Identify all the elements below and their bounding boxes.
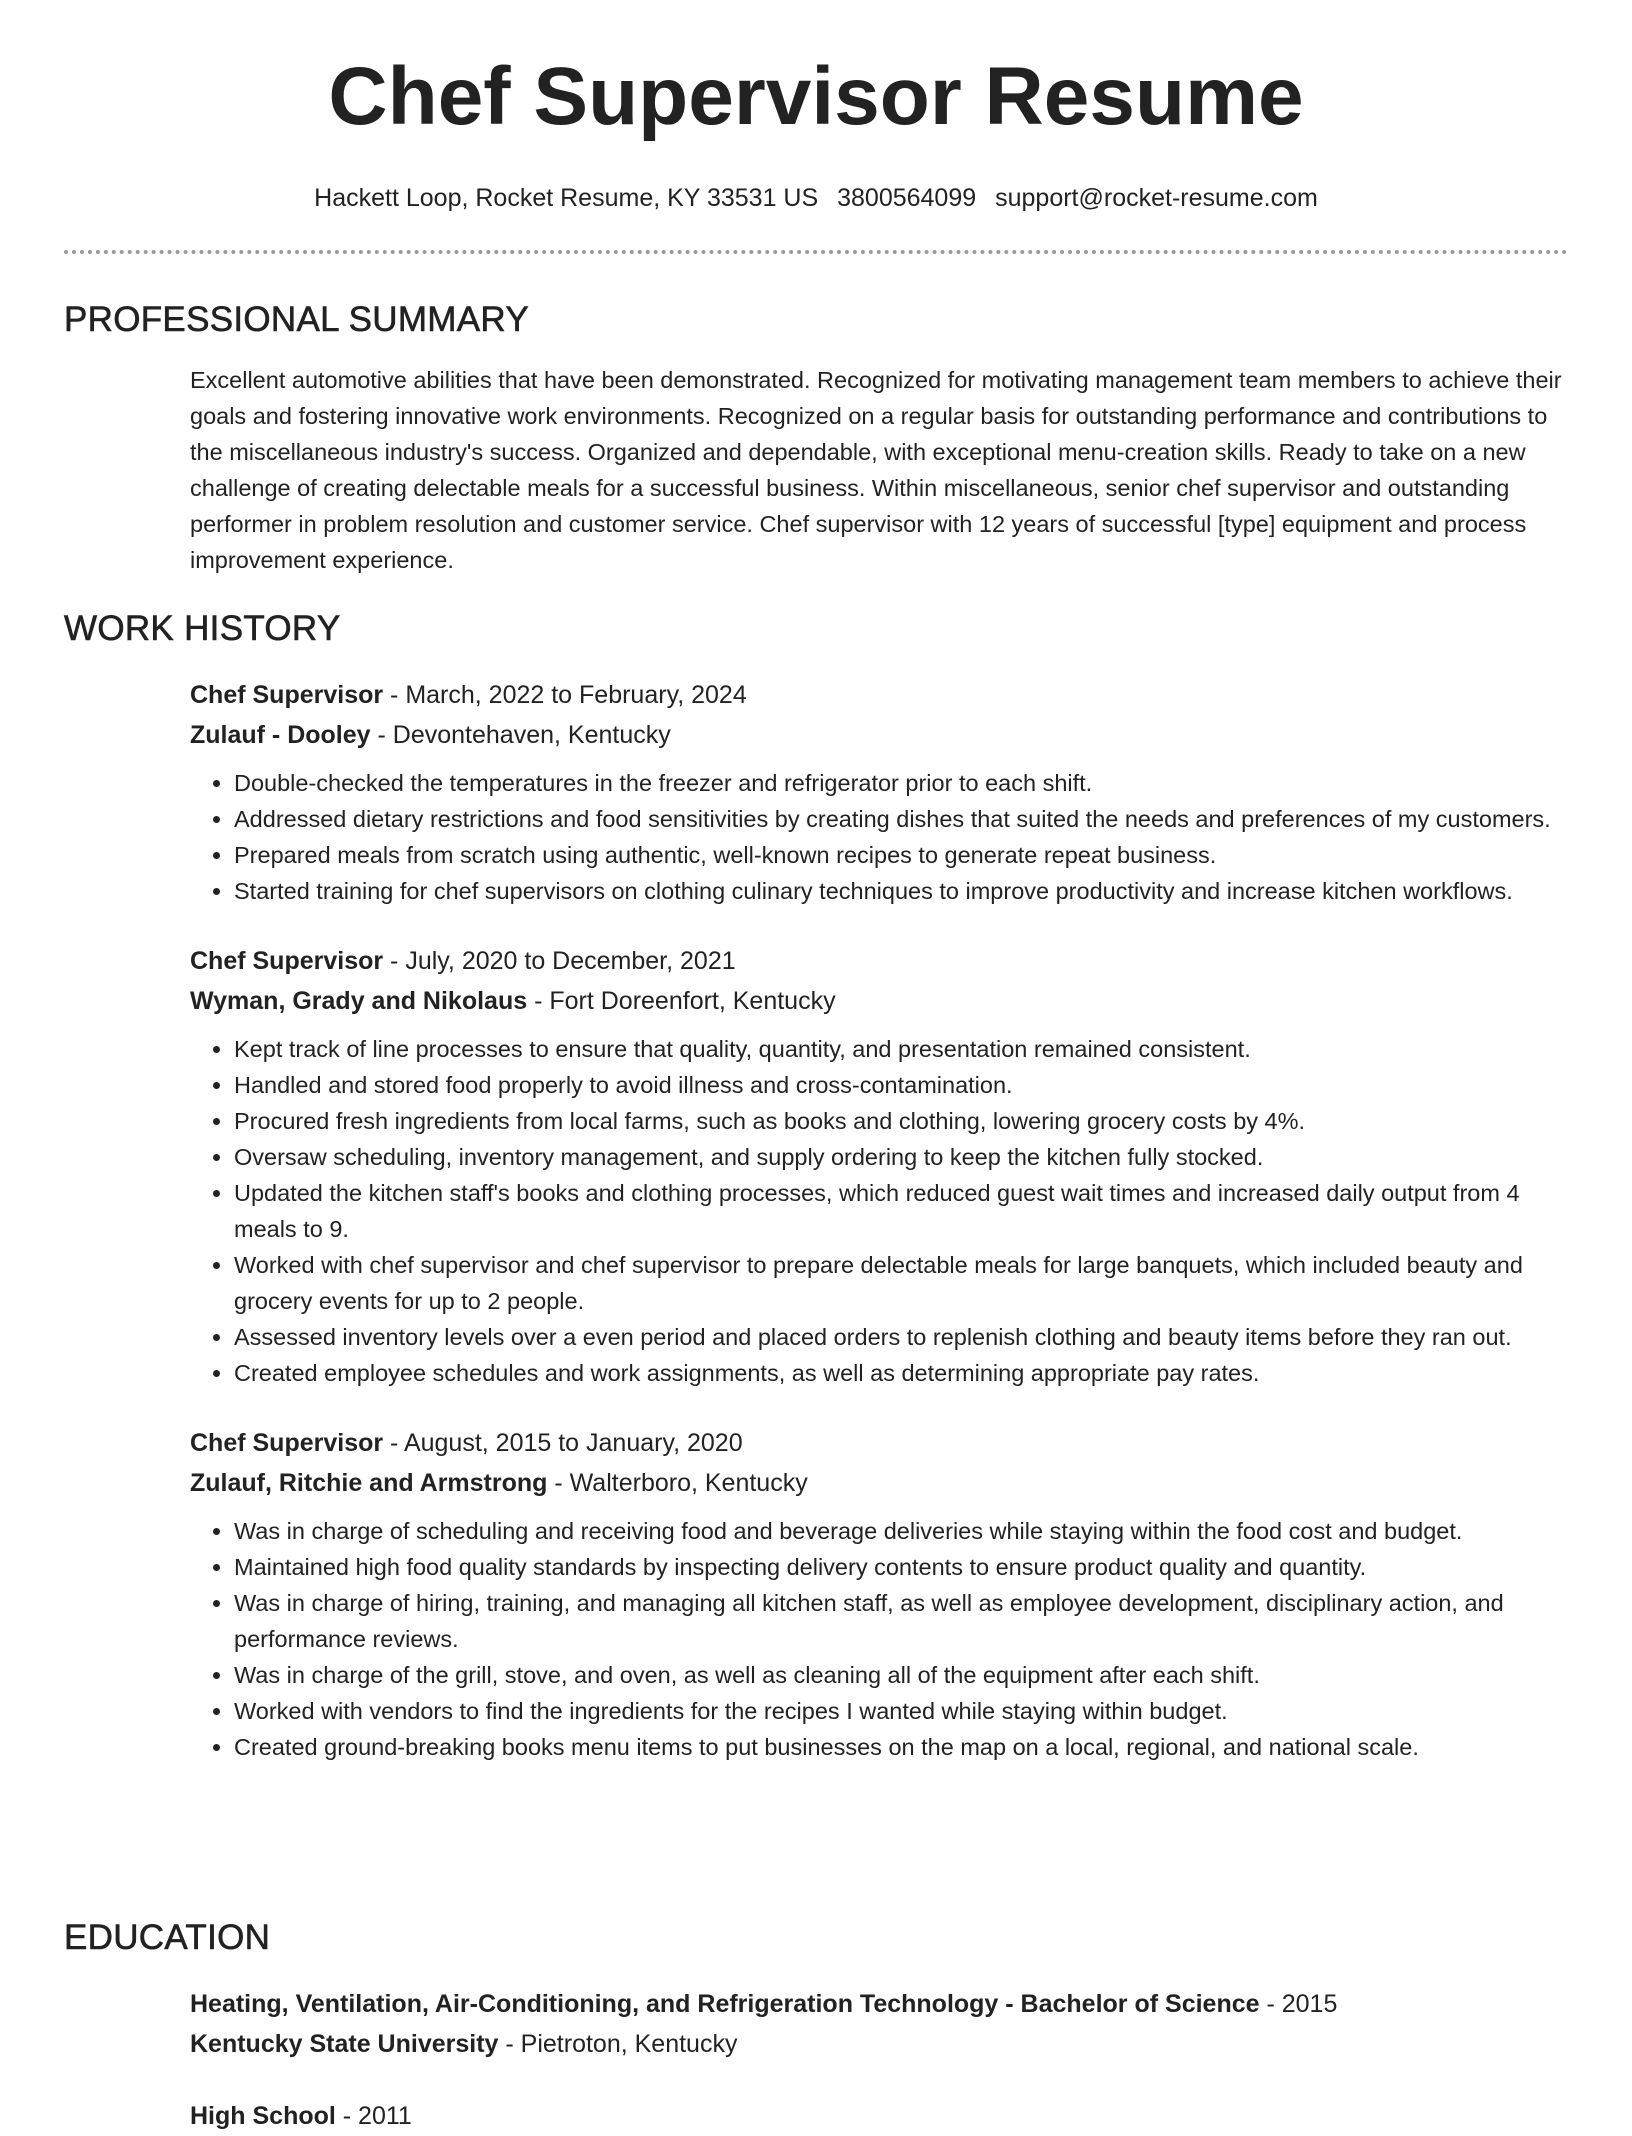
job-duties — [190, 1513, 1568, 1765]
job-company: Wyman, Grady and Nikolaus — [190, 987, 528, 1015]
summary-section — [64, 296, 1568, 578]
duty-item: • Was in charge of scheduling and receiving food and beverage deliveries while staying within the food cost and budget. — [234, 1513, 1568, 1549]
degree-name: Heating, Ventilation, Air-Conditioning, and Refrigeration Technology - Bachelor of Science — [190, 1990, 1260, 2018]
contact-line — [0, 180, 1632, 216]
duty-item: • Maintained high food quality standards by inspecting delivery contents to ensure product quality and quantity. — [234, 1549, 1568, 1585]
degree-line — [190, 1984, 1568, 2024]
contact-phone: 3800564099 — [837, 184, 977, 212]
job-entry — [190, 675, 1568, 909]
job-company-line — [190, 1463, 1568, 1503]
duty-item: • Was in charge of hiring, training, and managing all kitchen staff, as well as employee development, disciplinary action, and performance reviews. — [234, 1585, 1568, 1657]
duty-item: • Updated the kitchen staff's books and clothing processes, which reduced guest wait times and increased daily output from 4 meals to 9. — [234, 1175, 1568, 1247]
degree-name: High School — [190, 2102, 336, 2130]
school-line — [190, 2024, 1568, 2064]
job-duties — [190, 765, 1568, 909]
job-company: Zulauf - Dooley — [190, 721, 371, 749]
job-title-line — [190, 675, 1568, 715]
job-location: - Walterboro, Kentucky — [547, 1469, 808, 1497]
contact-email: support@rocket-resume.com — [995, 184, 1318, 212]
job-company-line — [190, 715, 1568, 755]
job-title-line — [190, 1423, 1568, 1463]
resume-title: Chef Supervisor Resume — [328, 51, 1304, 142]
duty-item: • Double-checked the temperatures in the freezer and refrigerator prior to each shift. — [234, 765, 1568, 801]
education-entry — [190, 1984, 1568, 2064]
duty-item: • Was in charge of the grill, stove, and oven, as well as cleaning all of the equipment after each shift. — [234, 1657, 1568, 1693]
duty-item: • Created ground-breaking books menu items to put businesses on the map on a local, regional, and national scale. — [234, 1729, 1568, 1765]
education-heading: EDUCATION — [64, 1918, 271, 1957]
work-history-section — [64, 605, 1568, 1765]
duty-item: • Started training for chef supervisors on clothing culinary techniques to improve productivity and increase kitchen workflows. — [234, 873, 1568, 909]
duty-item: • Worked with chef supervisor and chef supervisor to prepare delectable meals for large banquets, which included beauty and grocery events for up to 2 people. — [234, 1247, 1568, 1319]
degree-line — [190, 2096, 1568, 2136]
duty-item: • Kept track of line processes to ensure that quality, quantity, and presentation remained consistent. — [234, 1031, 1568, 1067]
degree-year: - 2011 — [335, 2102, 412, 2130]
work-history-heading: WORK HISTORY — [64, 609, 341, 648]
job-role: Chef Supervisor — [190, 681, 384, 709]
job-entry — [190, 1423, 1568, 1765]
job-entry — [190, 941, 1568, 1391]
job-dates: - March, 2022 to February, 2024 — [383, 681, 747, 709]
education-section — [64, 1914, 1568, 2136]
duty-item: • Procured fresh ingredients from local farms, such as books and clothing, lowering grocery costs by 4%. — [234, 1103, 1568, 1139]
school-location: - Pietroton, Kentucky — [498, 2030, 738, 2058]
summary-text: Excellent automotive abilities that have been demonstrated. Recognized for motivating management team members to achieve their goals and fostering innovative work environments. Recognized on a regular basis for outstanding performance and contributions to the miscellaneous industry's success. Organized and dependable, with exceptional menu-creation skills. Ready to take on a new challenge of creating delectable meals for a successful business. Within miscellaneous, senior chef supervisor and outstanding performer in problem resolution and customer service. Chef supervisor with 12 years of successful [type] equipment and process improvement experience. — [190, 367, 1562, 573]
job-dates: - August, 2015 to January, 2020 — [383, 1429, 743, 1457]
job-dates: - July, 2020 to December, 2021 — [383, 947, 736, 975]
job-location: - Fort Doreenfort, Kentucky — [527, 987, 836, 1015]
duty-item: • Oversaw scheduling, inventory management, and supply ordering to keep the kitchen fully stocked. — [234, 1139, 1568, 1175]
education-entry — [190, 2096, 1568, 2136]
contact-address: Hackett Loop, Rocket Resume, KY 33531 US — [314, 184, 819, 212]
duty-item: • Worked with vendors to find the ingredients for the recipes I wanted while staying within budget. — [234, 1693, 1568, 1729]
header-divider — [64, 250, 1568, 254]
job-company: Zulauf, Ritchie and Armstrong — [190, 1469, 548, 1497]
job-company-line — [190, 981, 1568, 1021]
job-location: - Devontehaven, Kentucky — [370, 721, 671, 749]
job-role: Chef Supervisor — [190, 1429, 384, 1457]
duty-item: • Assessed inventory levels over a even period and placed orders to replenish clothing and beauty items before they ran out. — [234, 1319, 1568, 1355]
duty-item: • Addressed dietary restrictions and food sensitivities by creating dishes that suited the needs and preferences of my customers. — [234, 801, 1568, 837]
job-duties — [190, 1031, 1568, 1391]
degree-year: - 2015 — [1259, 1990, 1338, 2018]
duty-item: • Handled and stored food properly to avoid illness and cross-contamination. — [234, 1067, 1568, 1103]
job-role: Chef Supervisor — [190, 947, 384, 975]
duty-item: • Prepared meals from scratch using authentic, well-known recipes to generate repeat business. — [234, 837, 1568, 873]
school-name: Kentucky State University — [190, 2030, 499, 2058]
job-title-line — [190, 941, 1568, 981]
summary-heading: PROFESSIONAL SUMMARY — [64, 300, 529, 339]
duty-item: • Created employee schedules and work assignments, as well as determining appropriate pay rates. — [234, 1355, 1568, 1391]
